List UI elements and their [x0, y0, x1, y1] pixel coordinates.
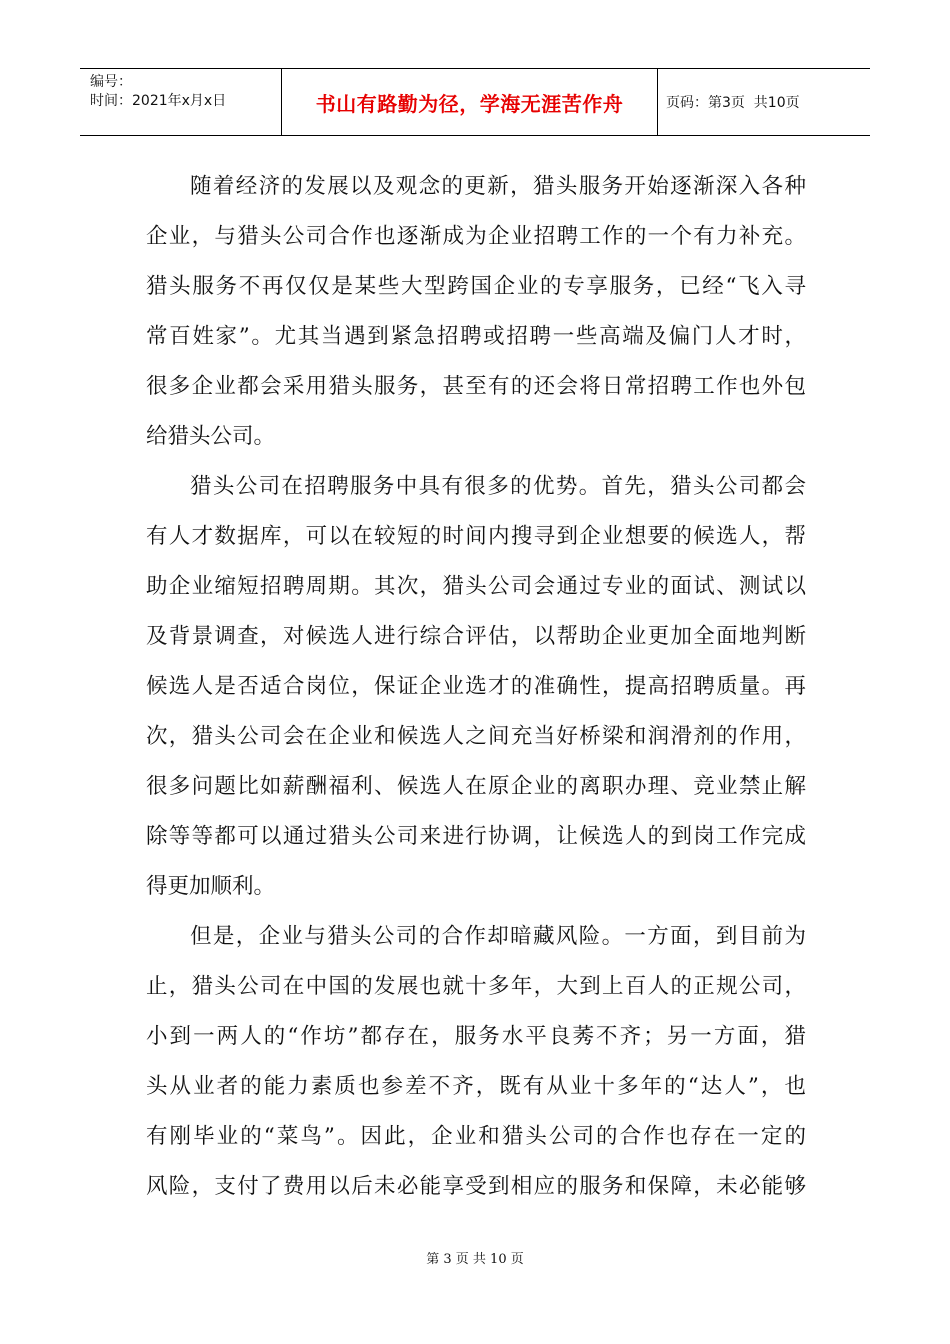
header-page-info: 页码：第3页 共10页 [666, 95, 800, 111]
text-line: 有人才数据库，可以在较短的时间内搜寻到企业想要的候选人，帮 [146, 524, 806, 549]
text-line: 很多企业都会采用猎头服务，甚至有的还会将日常招聘工作也外包 [146, 374, 806, 399]
text-line: 候选人是否适合岗位，保证企业选才的准确性，提高招聘质量。再 [146, 674, 806, 699]
text-line: 很多问题比如薪酬福利、候选人在原企业的离职办理、竞业禁止解 [146, 774, 806, 799]
paragraph-2 [146, 462, 806, 912]
text-line: 得更加顺利。 [146, 874, 276, 899]
text-line: 及背景调查，对候选人进行综合评估，以帮助企业更加全面地判断 [146, 624, 806, 649]
text-line: 有刚毕业的“菜鸟”。因此，企业和猎头公司的合作也存在一定的 [146, 1124, 806, 1149]
text-line: 头从业者的能力素质也参差不齐，既有从业十多年的“达人”，也 [146, 1074, 806, 1099]
header-motto: 书山有路勤为径，学海无涯苦作舟 [282, 69, 658, 135]
text-line: 小到一两人的“作坊”都存在，服务水平良莠不齐；另一方面，猎 [146, 1024, 806, 1049]
header-meta-cell [80, 69, 282, 135]
text-line: 风险，支付了费用以后未必能享受到相应的服务和保障，未必能够 [146, 1174, 806, 1199]
paragraph-3 [146, 912, 806, 1212]
page-footer: 第 3 页 共 10 页 [426, 1252, 524, 1267]
document-body [146, 162, 806, 1212]
document-header [80, 68, 870, 136]
number-label: 编号： [90, 74, 132, 90]
text-line: 常百姓家”。尤其当遇到紧急招聘或招聘一些高端及偏门人才时， [146, 324, 806, 349]
date-line: 时间：2021年x月x日 [90, 93, 227, 109]
text-line: 随着经济的发展以及观念的更新，猎头服务开始逐渐深入各种 [190, 174, 806, 199]
text-line: 猎头公司在招聘服务中具有很多的优势。首先，猎头公司都会 [190, 474, 806, 499]
text-line: 猎头服务不再仅仅是某些大型跨国企业的专享服务，已经“飞入寻 [146, 274, 806, 299]
text-line: 企业，与猎头公司合作也逐渐成为企业招聘工作的一个有力补充。 [146, 224, 806, 249]
text-line: 除等等都可以通过猎头公司来进行协调，让候选人的到岗工作完成 [146, 824, 806, 849]
text-line: 但是，企业与猎头公司的合作却暗藏风险。一方面，到目前为 [190, 924, 806, 949]
text-line: 助企业缩短招聘周期。其次，猎头公司会通过专业的面试、测试以 [146, 574, 806, 599]
text-line: 止，猎头公司在中国的发展也就十多年，大到上百人的正规公司， [146, 974, 806, 999]
text-line: 给猎头公司。 [146, 424, 276, 449]
paragraph-1 [146, 162, 806, 462]
text-line: 次，猎头公司会在企业和候选人之间充当好桥梁和润滑剂的作用， [146, 724, 806, 749]
